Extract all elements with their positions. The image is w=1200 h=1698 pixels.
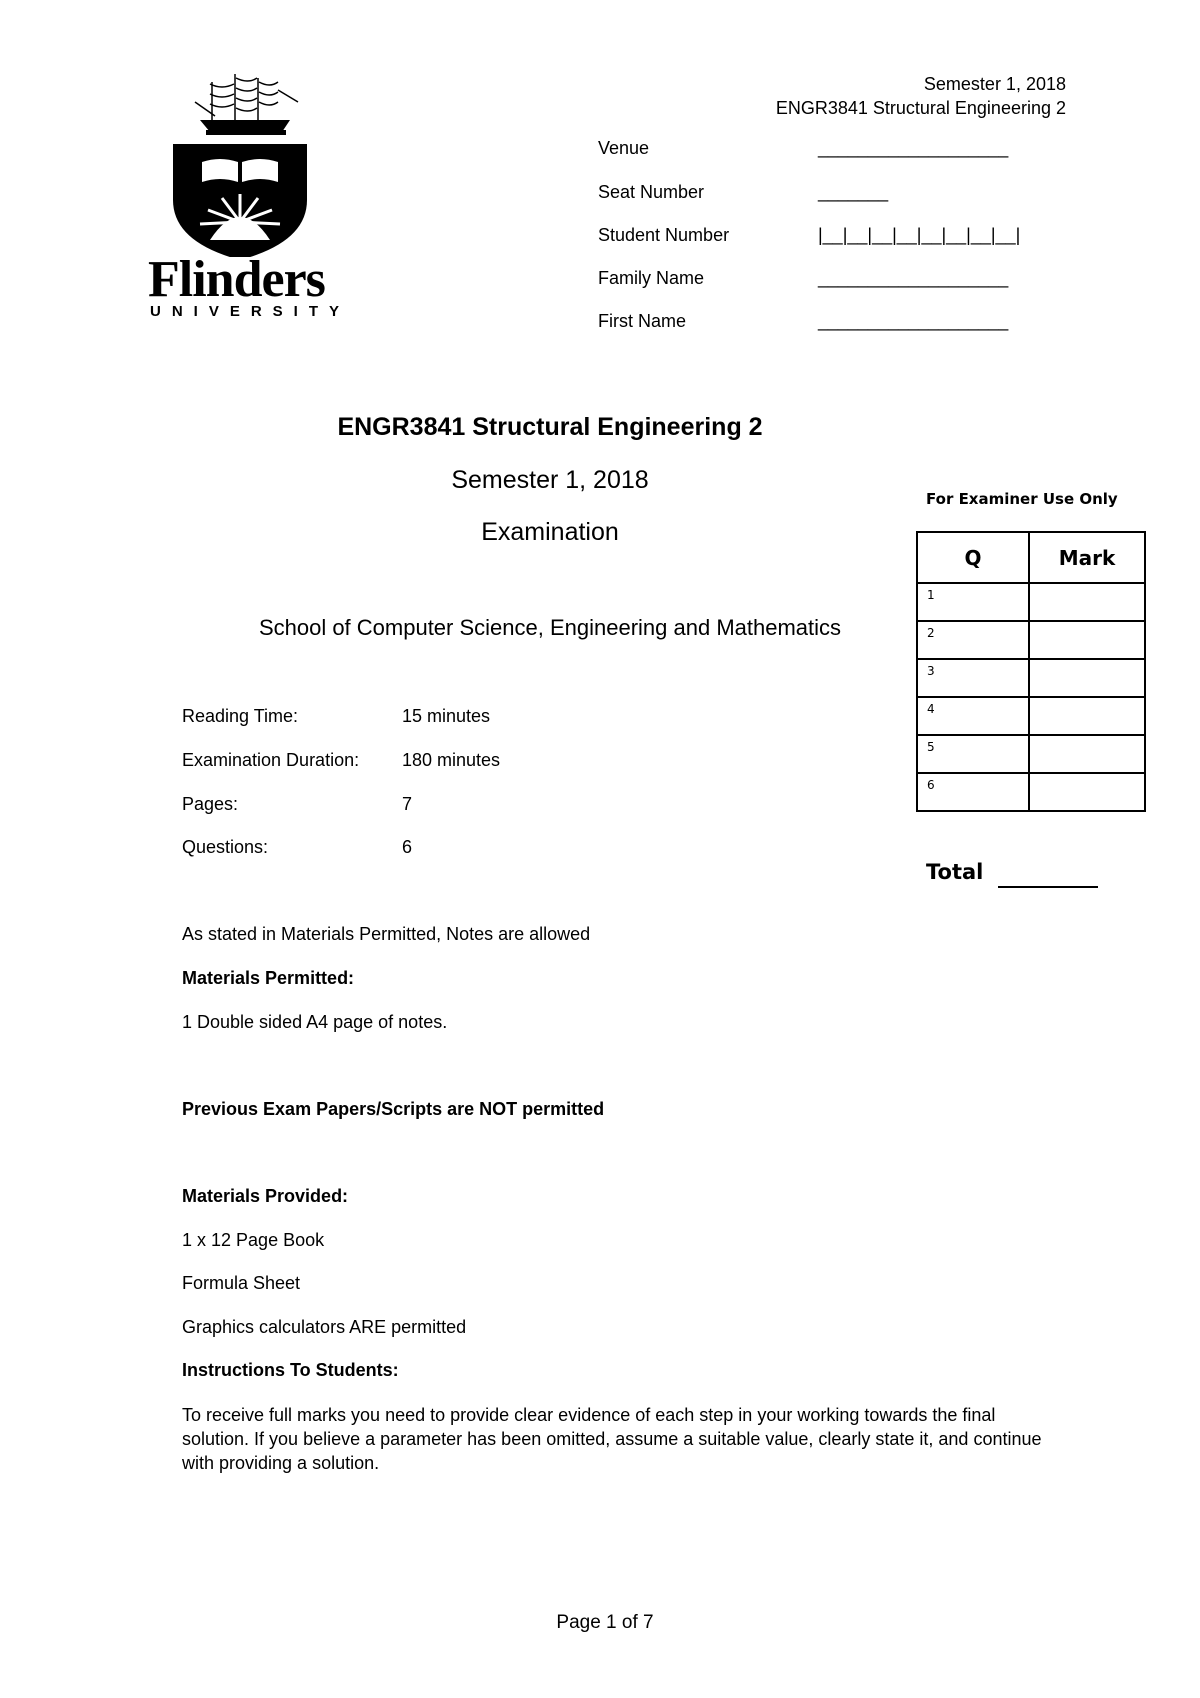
venue-field[interactable]: ___________________ <box>818 138 1009 158</box>
question-number: 1 <box>917 583 1029 621</box>
notes-statement: As stated in Materials Permitted, Notes are allowed <box>182 924 591 944</box>
crest-icon <box>140 72 340 257</box>
instructions-heading: Instructions To Students: <box>182 1360 399 1380</box>
reading-time-label: Reading Time: <box>182 706 299 726</box>
question-number: 5 <box>917 735 1029 773</box>
header-course: ENGR3841 Structural Engineering 2 <box>775 98 1066 118</box>
first-name-field[interactable]: ___________________ <box>818 311 1009 331</box>
instructions-text: To receive full marks you need to provide clear evidence of each step in your working towards the final solution. If you believe a parameter has been omitted, assume a suitable value, clearly state it, and continue with providing a solution. <box>182 1405 1042 1473</box>
mark-cell[interactable] <box>1029 659 1145 697</box>
family-name-label: Family Name <box>598 268 705 288</box>
materials-permitted-heading: Materials Permitted: <box>182 968 355 988</box>
provided-item: Graphics calculators ARE permitted <box>182 1317 467 1337</box>
questions-value: 6 <box>402 837 413 857</box>
examiner-caption: For Examiner Use Only <box>926 490 1118 508</box>
materials-permitted-item: 1 Double sided A4 page of notes. <box>182 1012 448 1032</box>
question-number: 6 <box>917 773 1029 811</box>
total-label: Total <box>926 860 984 884</box>
table-row <box>917 697 1145 735</box>
family-name-field[interactable]: ___________________ <box>818 268 1009 288</box>
seat-number-label: Seat Number <box>598 182 705 202</box>
question-number: 4 <box>917 697 1029 735</box>
page-number: Page 1 of 7 <box>556 1612 654 1633</box>
student-number-label: Student Number <box>598 225 730 245</box>
previous-papers-note: Previous Exam Papers/Scripts are NOT permitted <box>182 1099 605 1119</box>
header-semester: Semester 1, 2018 <box>923 74 1066 94</box>
venue-label: Venue <box>598 138 650 158</box>
table-row <box>917 659 1145 697</box>
provided-item: 1 x 12 Page Book <box>182 1230 325 1250</box>
column-header-mark: Mark <box>1029 532 1145 583</box>
logo-subtitle: UNIVERSITY <box>150 303 351 320</box>
reading-time-value: 15 minutes <box>402 706 491 726</box>
student-number-field[interactable]: |__|__|__|__|__|__|__|__| <box>818 225 1021 245</box>
provided-item: Formula Sheet <box>182 1273 301 1293</box>
pages-value: 7 <box>402 794 413 814</box>
table-row <box>917 773 1145 811</box>
exam-course-title: ENGR3841 Structural Engineering 2 <box>337 413 763 441</box>
question-number: 2 <box>917 621 1029 659</box>
mark-cell[interactable] <box>1029 583 1145 621</box>
table-row <box>917 583 1145 621</box>
column-header-q: Q <box>917 532 1029 583</box>
exam-semester: Semester 1, 2018 <box>451 466 649 494</box>
seat-number-field[interactable]: _______ <box>818 182 889 202</box>
table-row <box>917 735 1145 773</box>
table-row <box>917 621 1145 659</box>
mark-cell[interactable] <box>1029 697 1145 735</box>
mark-cell[interactable] <box>1029 773 1145 811</box>
examiner-marks-table <box>916 531 1146 812</box>
first-name-label: First Name <box>598 311 687 331</box>
school-name: School of Computer Science, Engineering and Mathematics <box>258 615 842 640</box>
materials-provided-heading: Materials Provided: <box>182 1186 349 1206</box>
duration-value: 180 minutes <box>402 750 501 770</box>
duration-label: Examination Duration: <box>182 750 360 770</box>
total-field[interactable] <box>998 886 1098 888</box>
question-number: 3 <box>917 659 1029 697</box>
logo-wordmark: Flinders <box>148 251 325 308</box>
pages-label: Pages: <box>182 794 239 814</box>
flinders-crest-logo <box>140 72 340 262</box>
mark-cell[interactable] <box>1029 621 1145 659</box>
mark-cell[interactable] <box>1029 735 1145 773</box>
exam-type: Examination <box>481 518 619 546</box>
questions-label: Questions: <box>182 837 269 857</box>
